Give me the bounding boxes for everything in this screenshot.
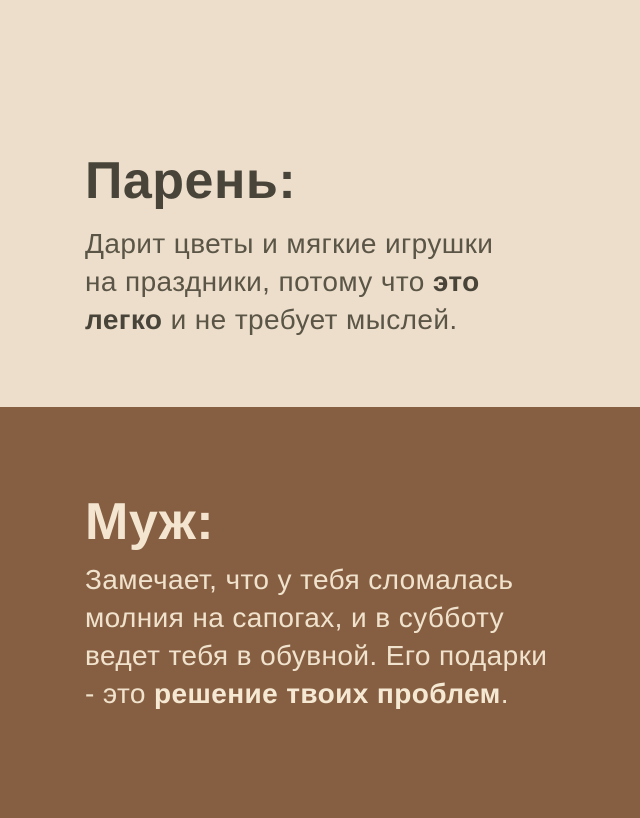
boyfriend-panel	[0, 0, 640, 407]
body-segment: и не требует мыслей.	[162, 304, 458, 335]
body-segment: Замечает, что у тебя сломалась	[85, 564, 514, 595]
body-segment-bold: легко	[85, 304, 163, 335]
body-line	[85, 263, 493, 301]
body-segment: .	[500, 678, 509, 709]
body-segment: ведет тебя в обувной. Его подарки	[85, 640, 548, 671]
body-line	[85, 675, 547, 713]
body-segment-bold: это	[432, 266, 480, 297]
body-line	[85, 225, 493, 263]
body-line	[85, 301, 493, 339]
body-line	[85, 599, 547, 637]
body-line	[85, 637, 547, 675]
body-line	[85, 561, 547, 599]
husband-text	[85, 561, 547, 713]
husband-heading: Муж:	[85, 493, 215, 551]
body-segment: - это	[85, 678, 155, 709]
husband-panel	[0, 407, 640, 818]
boyfriend-heading: Парень:	[85, 152, 297, 210]
body-segment: молния на сапогах, и в субботу	[85, 602, 504, 633]
body-segment: на праздники, потому что	[85, 266, 433, 297]
body-segment-bold: решение твоих проблем	[154, 678, 501, 709]
boyfriend-text	[85, 225, 493, 339]
body-segment: Дарит цветы и мягкие игрушки	[85, 228, 494, 259]
